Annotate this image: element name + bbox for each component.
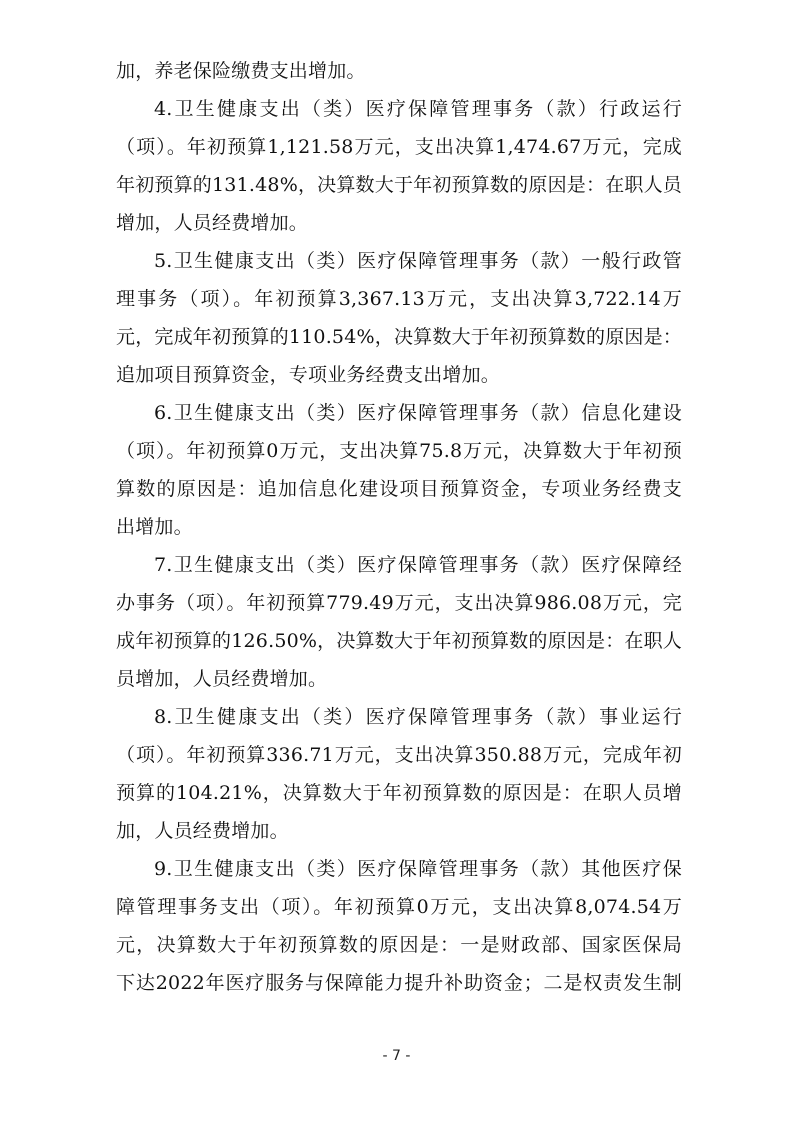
- text-line: （项）。年初预算0万元，支出决算75.8万元，决算数大于年初预: [116, 440, 682, 462]
- text-line: 加，人员经费增加。: [116, 820, 289, 842]
- document-body: [116, 52, 682, 1002]
- text-line: 下达2022年医疗服务与保障能力提升补助资金；二是权责发生制: [116, 972, 682, 994]
- text-line: 4.卫生健康支出（类）医疗保障管理事务（款）行政运行: [154, 98, 682, 120]
- text-line: 增加，人员经费增加。: [116, 212, 309, 234]
- text-line: 办事务（项）。年初预算779.49万元，支出决算986.08万元，完: [116, 592, 682, 614]
- text-line: 5.卫生健康支出（类）医疗保障管理事务（款）一般行政管: [154, 250, 682, 272]
- text-line: 理事务（项）。年初预算3,367.13万元，支出决算3,722.14万: [116, 288, 682, 310]
- text-line: 年初预算的131.48%，决算数大于年初预算数的原因是：在职人员: [116, 174, 682, 196]
- page-number: - 7 -: [382, 1048, 411, 1064]
- paragraph-item-4: [116, 90, 682, 242]
- paragraph-continuation: [116, 52, 682, 90]
- text-line: 加，养老保险缴费支出增加。: [116, 60, 366, 82]
- text-line: （项）。年初预算336.71万元，支出决算350.88万元，完成年初: [116, 744, 682, 766]
- text-line: 元，决算数大于年初预算数的原因是：一是财政部、国家医保局: [116, 934, 682, 956]
- text-line: 9.卫生健康支出（类）医疗保障管理事务（款）其他医疗保: [154, 858, 682, 880]
- text-line: 障管理事务支出（项）。年初预算0万元，支出决算8,074.54万: [116, 896, 682, 918]
- text-line: 出增加。: [116, 516, 193, 538]
- text-line: 8.卫生健康支出（类）医疗保障管理事务（款）事业运行: [154, 706, 682, 728]
- text-line: 员增加，人员经费增加。: [116, 668, 328, 690]
- text-line: 成年初预算的126.50%，决算数大于年初预算数的原因是：在职人: [116, 630, 682, 652]
- text-line: （项）。年初预算1,121.58万元，支出决算1,474.67万元，完成: [116, 136, 682, 158]
- paragraph-item-9: [116, 850, 682, 1002]
- text-line: 元，完成年初预算的110.54%，决算数大于年初预算数的原因是：: [116, 326, 682, 348]
- paragraph-item-8: [116, 698, 682, 850]
- text-line: 6.卫生健康支出（类）医疗保障管理事务（款）信息化建设: [154, 402, 682, 424]
- text-line: 预算的104.21%，决算数大于年初预算数的原因是：在职人员增: [116, 782, 682, 804]
- text-line: 追加项目预算资金，专项业务经费支出增加。: [116, 364, 501, 386]
- text-line: 7.卫生健康支出（类）医疗保障管理事务（款）医疗保障经: [154, 554, 682, 576]
- paragraph-item-6: [116, 394, 682, 546]
- text-line: 算数的原因是：追加信息化建设项目预算资金，专项业务经费支: [116, 478, 682, 500]
- paragraph-item-7: [116, 546, 682, 698]
- paragraph-item-5: [116, 242, 682, 394]
